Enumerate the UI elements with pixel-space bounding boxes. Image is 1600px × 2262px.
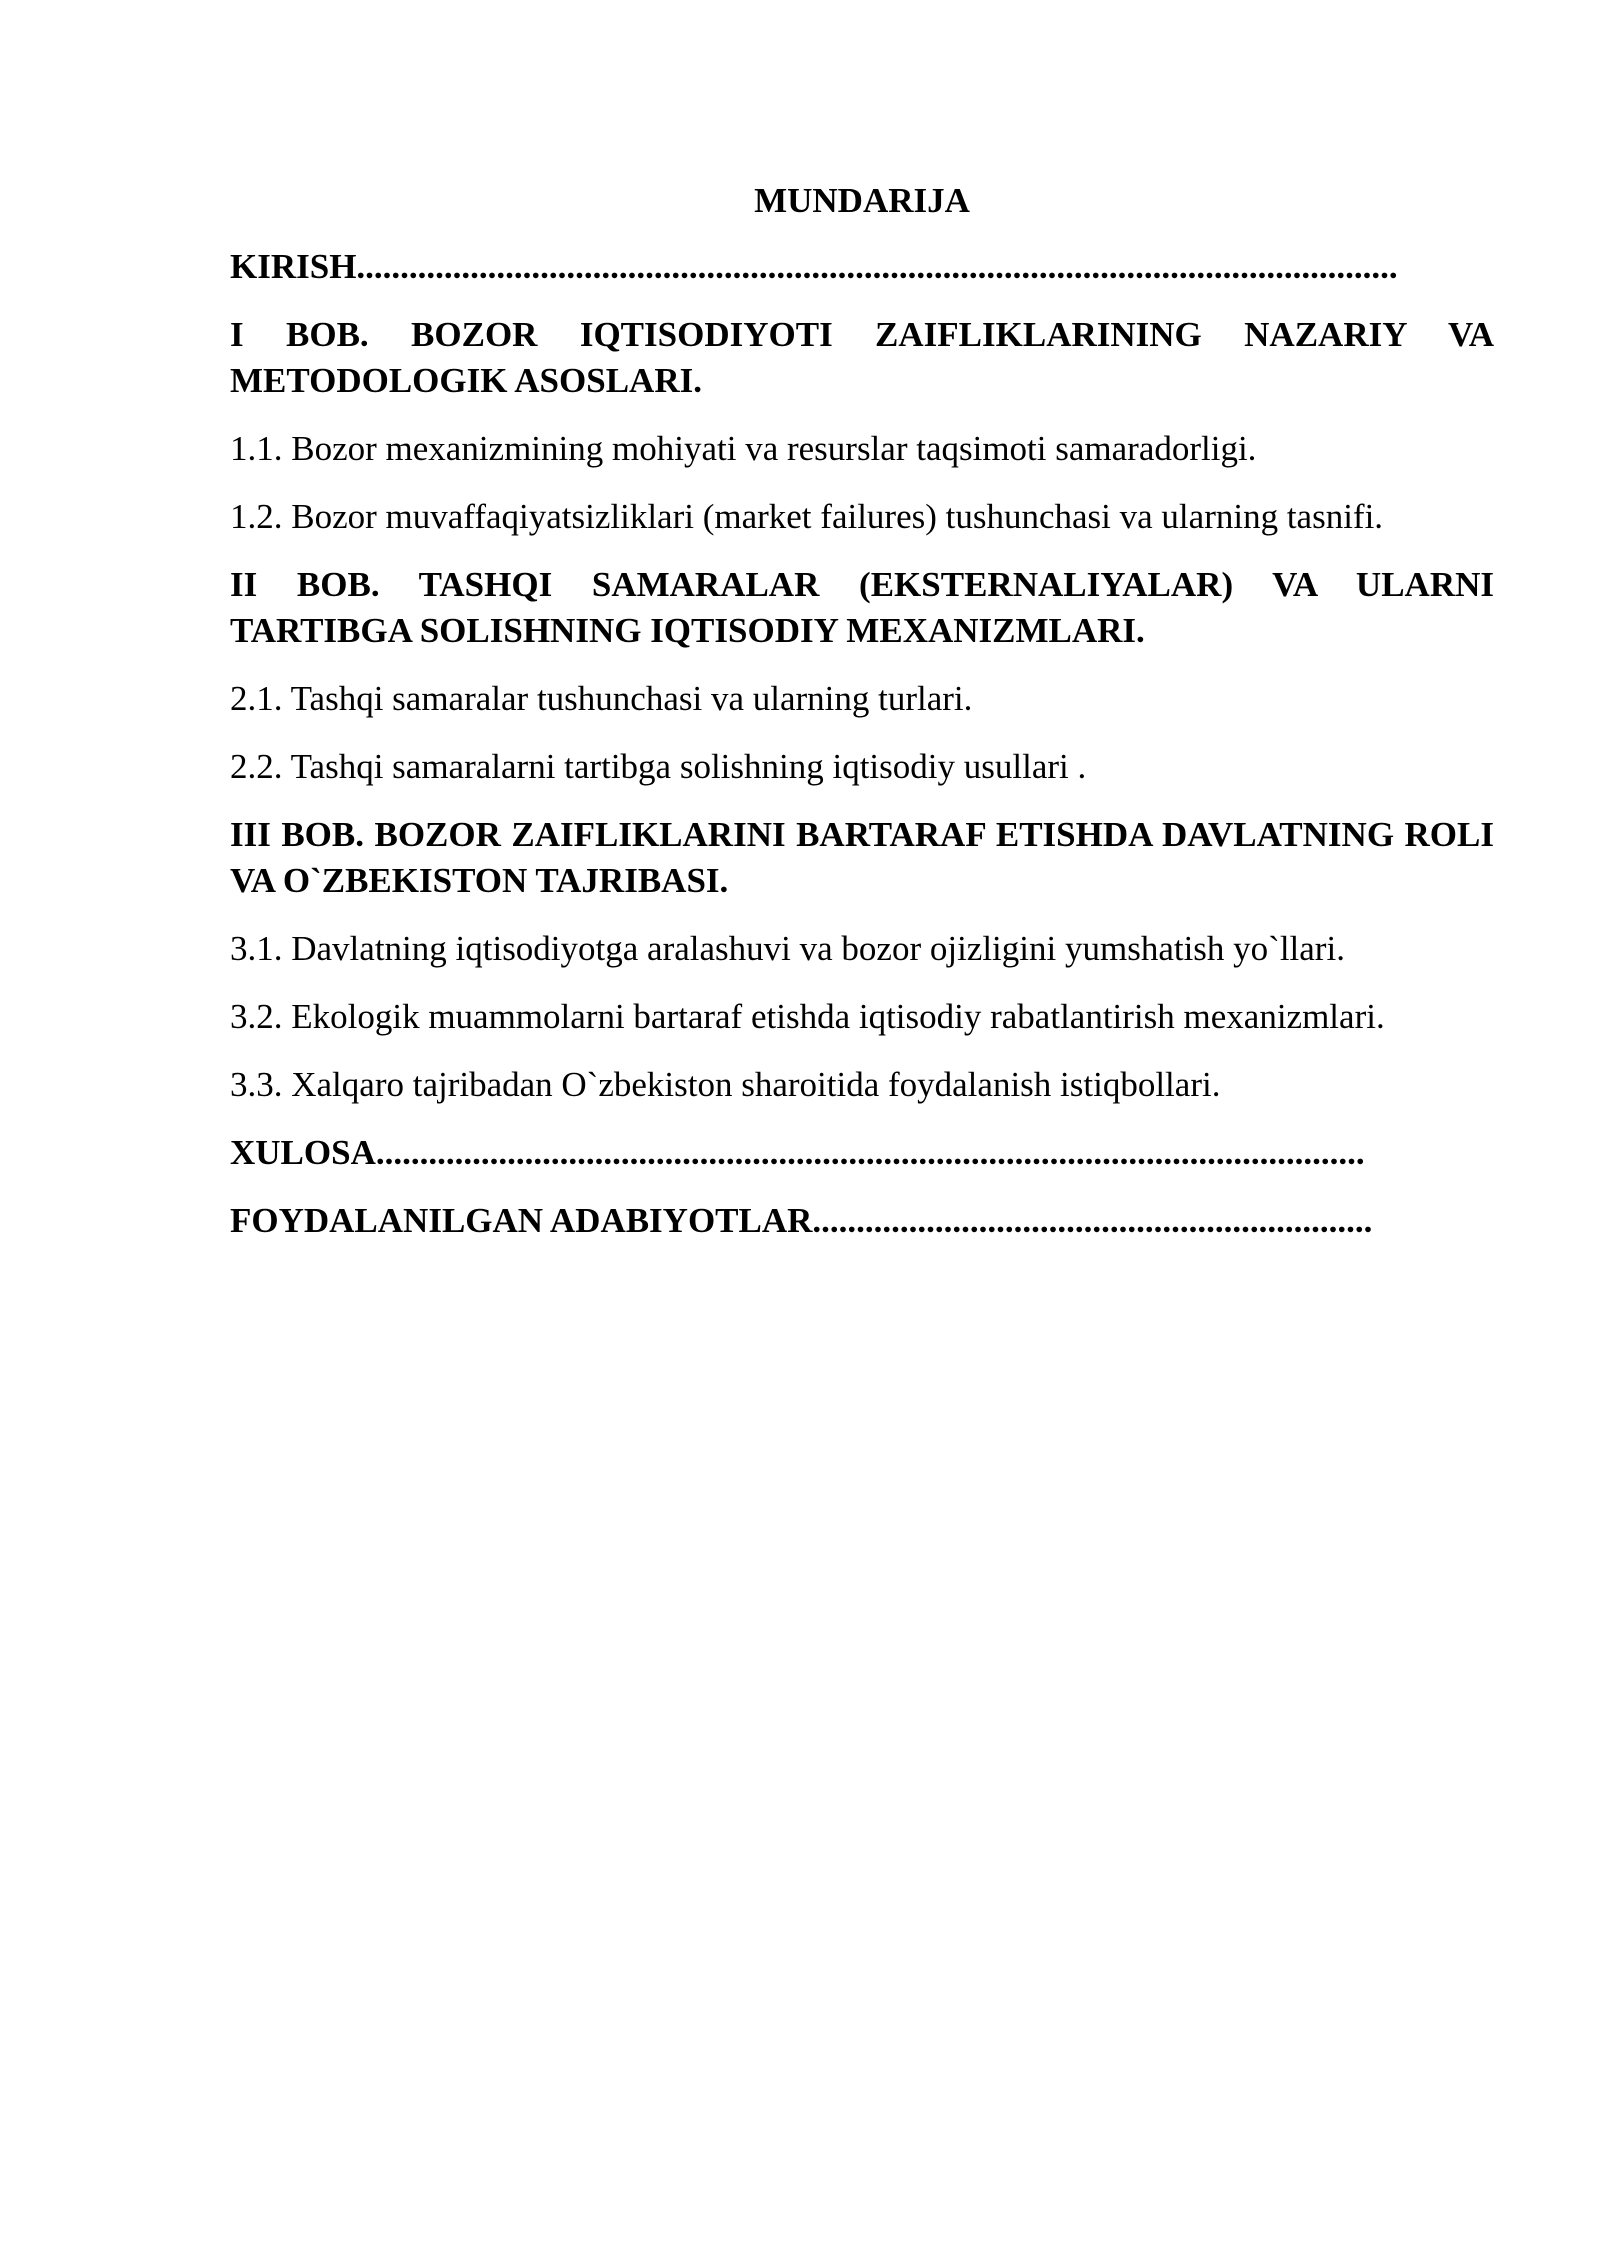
page-title: MUNDARIJA — [754, 181, 970, 220]
toc-section-2-2: 2.2. Tashqi samaralarni tartibga solishning iqtisodiy usullari . — [230, 747, 1087, 786]
toc-entry-references: FOYDALANILGAN ADABIYOTLAR................................................................ — [230, 1201, 1373, 1240]
document-page — [230, 178, 1494, 1266]
toc-chapter-2-title: II BOB. TASHQI SAMARALAR (EKSTERNALIYALAR) VA ULARNI TARTIBGA SOLISHNING IQTISODIY MEXANIZMLARI. — [230, 565, 1494, 650]
toc-chapter-3-title: III BOB. BOZOR ZAIFLIKLARINI BARTARAF ETISHDA DAVLATNING ROLI VA O`ZBEKISTON TAJRIBASI. — [230, 815, 1494, 900]
toc-section-1-1: 1.1. Bozor mexanizmining mohiyati va resurslar taqsimoti samaradorligi. — [230, 429, 1257, 468]
toc-entry-conclusion: XULOSA................................................................................................................. — [230, 1133, 1365, 1172]
toc-chapter-1-title: I BOB. BOZOR IQTISODIYOTI ZAIFLIKLARINING NAZARIY VA METODOLOGIK ASOSLARI. — [230, 315, 1494, 400]
toc-section-3-2: 3.2. Ekologik muammolarni bartaraf etishda iqtisodiy rabatlantirish mexanizmlari. — [230, 997, 1385, 1036]
toc-section-2-1: 2.1. Tashqi samaralar tushunchasi va ularning turlari. — [230, 679, 973, 718]
toc-section-1-2: 1.2. Bozor muvaffaqiyatsizliklari (market failures) tushunchasi va ularning tasnifi. — [230, 497, 1384, 536]
toc-section-3-1: 3.1. Davlatning iqtisodiyotga aralashuvi va bozor ojizligini yumshatish yo`llari. — [230, 929, 1345, 968]
toc-section-3-3: 3.3. Xalqaro tajribadan O`zbekiston sharoitida foydalanish istiqbollari. — [230, 1065, 1221, 1104]
toc-entry-introduction: KIRISH....................................................................................................................... — [230, 247, 1398, 286]
